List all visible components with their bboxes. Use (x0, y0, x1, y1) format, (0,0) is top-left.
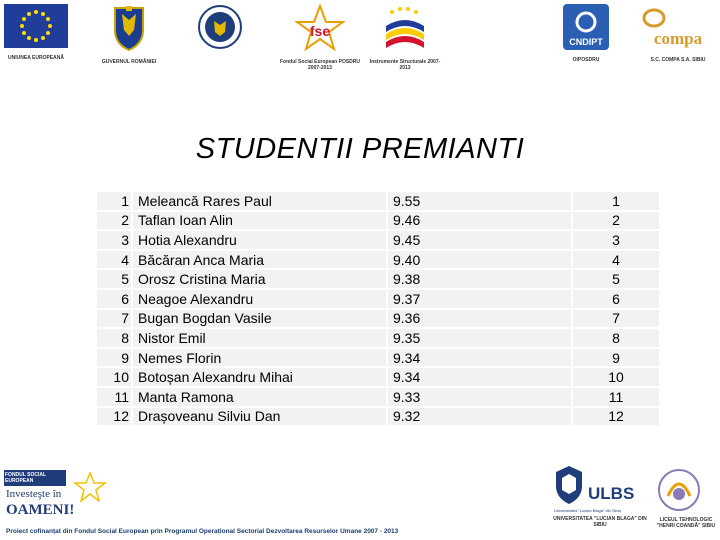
gov-logo (98, 4, 160, 65)
score-cell: 9.34 (388, 349, 571, 367)
students-table (95, 190, 661, 427)
ulbs-name: ULBS (588, 484, 635, 503)
fse-banner: FONDUL SOCIAL EUROPEAN (4, 470, 66, 486)
compa-text: compa (653, 29, 703, 48)
page-title: STUDENTII PREMIANTI (195, 133, 525, 165)
name-cell: Neagoe Alexandru (133, 290, 386, 308)
place-cell: 11 (573, 388, 659, 406)
rank-cell: 9 (97, 349, 131, 367)
score-cell: 9.32 (388, 408, 571, 426)
place-cell: 2 (573, 212, 659, 230)
rank-cell: 2 (97, 212, 131, 230)
table-row (97, 212, 659, 230)
score-cell: 9.36 (388, 310, 571, 328)
project-cofinance-text: Proiect cofinanțat din Fondul Social European prin Programul Operațional Sectorial Dezvoltarea Resurselor Umane 2007 - 2013 (6, 528, 399, 535)
rank-cell: 7 (97, 310, 131, 328)
score-cell: 9.34 (388, 368, 571, 386)
table-row (97, 329, 659, 347)
eu-logo (4, 4, 68, 61)
score-cell: 9.33 (388, 388, 571, 406)
table-row (97, 270, 659, 288)
place-cell: 3 (573, 231, 659, 249)
table-row (97, 388, 659, 406)
ministry-seal-logo (197, 4, 243, 55)
place-cell: 8 (573, 329, 659, 347)
place-cell: 1 (573, 192, 659, 210)
romania-coat-of-arms-icon (109, 4, 149, 52)
ulbs-sub: Universitatea "Lucian Blaga" din Sibiu (554, 508, 621, 513)
name-cell: Nistor Emil (133, 329, 386, 347)
oiposdru-label: OIPOSDRU (572, 57, 600, 63)
score-cell: 9.55 (388, 192, 571, 210)
score-cell: 9.45 (388, 231, 571, 249)
name-cell: Taflan Ioan Alin (133, 212, 386, 230)
compa-icon (640, 4, 716, 50)
score-cell: 9.40 (388, 251, 571, 269)
instrumente-logo (368, 4, 442, 71)
liceu-label: LICEUL TEHNOLOGIC "HENRI COANDĂ" SIBIU (656, 517, 716, 529)
rank-cell: 1 (97, 192, 131, 210)
ministry-seal-icon (197, 4, 243, 50)
table-row (97, 231, 659, 249)
gov-label: GUVERNUL ROMÂNIEI (101, 59, 157, 65)
fse-star-icon (295, 4, 345, 52)
table-row (97, 408, 659, 426)
rank-cell: 3 (97, 231, 131, 249)
score-cell: 9.37 (388, 290, 571, 308)
table-row (97, 192, 659, 210)
rank-cell: 6 (97, 290, 131, 308)
name-cell: Drașoveanu Silviu Dan (133, 408, 386, 426)
name-cell: Botoșan Alexandru Mihai (133, 368, 386, 386)
rank-cell: 10 (97, 368, 131, 386)
fse-investeste-logo (4, 470, 114, 526)
table-row (97, 349, 659, 367)
eu-label: UNIUNEA EUROPEANĂ (8, 55, 64, 61)
rank-cell: 8 (97, 329, 131, 347)
place-cell: 6 (573, 290, 659, 308)
compa-logo (640, 4, 716, 63)
name-cell: Orosz Cristina Maria (133, 270, 386, 288)
compa-label: S.C. COMPA S.A. SIBIU (650, 57, 706, 63)
rank-cell: 5 (97, 270, 131, 288)
fse-posdru-logo (280, 4, 360, 71)
rank-cell: 12 (97, 408, 131, 426)
cndipt-logo (563, 4, 609, 63)
score-cell: 9.38 (388, 270, 571, 288)
ulbs-emblem-icon (552, 464, 586, 506)
table-row (97, 310, 659, 328)
cndipt-text: CNDIPT (569, 37, 603, 47)
eu-flag-icon (4, 4, 68, 48)
investeste-line1: Investeşte în (6, 488, 62, 500)
rank-cell: 11 (97, 388, 131, 406)
name-cell: Băcăran Anca Maria (133, 251, 386, 269)
fse-label: Fondul Social European POSDRU 2007-2013 (280, 59, 361, 71)
fse-badge-text: fse (309, 23, 331, 39)
instrumente-label: Instrumente Structurale 2007-2013 (369, 59, 441, 71)
liceu-emblem-icon (654, 468, 704, 512)
place-cell: 7 (573, 310, 659, 328)
rank-cell: 4 (97, 251, 131, 269)
place-cell: 4 (573, 251, 659, 269)
name-cell: Bugan Bogdan Vasile (133, 310, 386, 328)
instrumente-structurale-icon (380, 4, 430, 52)
liceu-logo (654, 468, 718, 529)
table-row (97, 251, 659, 269)
cndipt-icon (563, 4, 609, 50)
table-row (97, 368, 659, 386)
place-cell: 5 (573, 270, 659, 288)
table-row (97, 290, 659, 308)
investeste-line2: OAMENI! (6, 502, 75, 518)
name-cell: Nemes Florin (133, 349, 386, 367)
place-cell: 10 (573, 368, 659, 386)
ulbs-label: UNIVERSITATEA "LUCIAN BLAGA" DIN SIBIU (553, 516, 647, 528)
star-icon (70, 472, 110, 502)
ulbs-logo (552, 464, 647, 528)
name-cell: Manta Ramona (133, 388, 386, 406)
name-cell: Meleancă Rares Paul (133, 192, 386, 210)
place-cell: 12 (573, 408, 659, 426)
score-cell: 9.35 (388, 329, 571, 347)
score-cell: 9.46 (388, 212, 571, 230)
name-cell: Hotia Alexandru (133, 231, 386, 249)
place-cell: 9 (573, 349, 659, 367)
